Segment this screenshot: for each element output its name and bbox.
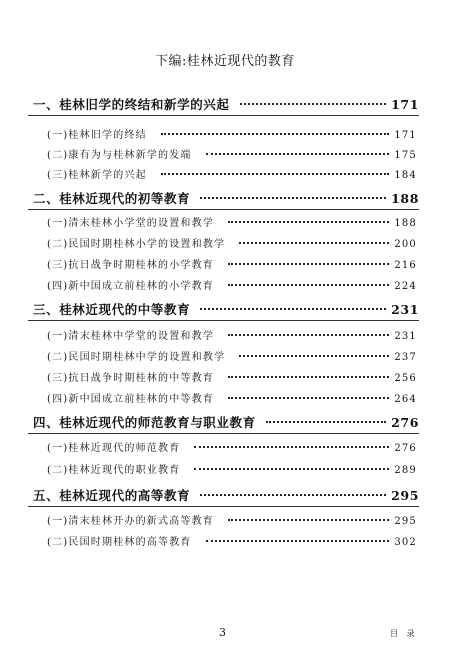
chapter-page-number: 188 <box>391 191 419 206</box>
section-page-number: 295 <box>394 516 417 527</box>
dot-leader <box>266 421 386 423</box>
dot-leader <box>200 197 386 199</box>
toc-section[interactable] <box>47 533 417 548</box>
section-title: (四)新中国成立前桂林的小学教育 <box>47 281 215 292</box>
section-title: (二)康有为与桂林新学的发端 <box>47 150 192 161</box>
dot-leader <box>239 242 389 244</box>
section-page-number: 276 <box>394 443 417 454</box>
toc-chapter[interactable] <box>33 189 419 207</box>
dot-leader <box>194 468 389 470</box>
section-title: (一)桂林旧学的终结 <box>47 130 147 141</box>
section-page-number: 264 <box>394 394 417 405</box>
toc-section[interactable] <box>47 166 417 181</box>
section-page-number: 224 <box>394 281 417 292</box>
chapter-title: 二、桂林近现代的初等教育 <box>33 191 191 206</box>
dot-leader <box>228 221 389 223</box>
toc-section[interactable] <box>47 348 417 363</box>
toc-section[interactable] <box>47 256 417 271</box>
section-page-number: 231 <box>394 331 417 342</box>
dot-leader <box>228 284 389 286</box>
toc-chapter[interactable] <box>33 486 419 504</box>
section-title: (三)桂林新学的兴起 <box>47 170 147 181</box>
dot-leader <box>240 103 387 105</box>
dot-leader <box>228 397 389 399</box>
toc-section[interactable] <box>47 369 417 384</box>
toc-section[interactable] <box>47 235 417 250</box>
dot-leader <box>206 153 390 155</box>
toc-section[interactable] <box>47 146 417 161</box>
section-title: (二)民国时期桂林小学的设置和教学 <box>47 239 226 250</box>
section-divider <box>28 320 419 321</box>
section-title: (二)民国时期桂林中学的设置和教学 <box>47 352 226 363</box>
chapter-page-number: 295 <box>391 488 419 503</box>
toc-section[interactable] <box>47 327 417 342</box>
section-divider <box>28 433 419 434</box>
section-title: (四)新中国成立前桂林的中等教育 <box>47 394 215 405</box>
dot-leader <box>228 519 389 521</box>
dot-leader <box>200 494 386 496</box>
chapter-title: 一、桂林旧学的终结和新学的兴起 <box>33 97 230 112</box>
toc-section[interactable] <box>47 461 417 476</box>
footer-section-label: 目 录 <box>390 629 418 638</box>
toc-section[interactable] <box>47 214 417 229</box>
section-page-number: 289 <box>394 465 417 476</box>
section-title: (三)抗日战争时期桂林的小学教育 <box>47 260 215 271</box>
section-page-number: 175 <box>394 150 417 161</box>
chapter-page-number: 171 <box>391 97 419 112</box>
section-page-number: 302 <box>394 537 417 548</box>
toc-section[interactable] <box>47 439 417 454</box>
chapter-title: 四、桂林近现代的师范教育与职业教育 <box>33 415 256 430</box>
chapter-title: 五、桂林近现代的高等教育 <box>33 488 191 503</box>
dot-leader <box>161 133 390 135</box>
dot-leader <box>206 540 390 542</box>
section-page-number: 184 <box>394 170 417 181</box>
chapter-page-number: 231 <box>391 302 419 317</box>
dot-leader <box>161 173 390 175</box>
toc-title: 下编:桂林近现代的教育 <box>155 54 295 69</box>
chapter-page-number: 276 <box>391 415 419 430</box>
section-title: (一)清末桂林开办的新式高等教育 <box>47 516 215 527</box>
section-divider <box>28 209 419 210</box>
toc-section[interactable] <box>47 126 417 141</box>
section-divider <box>28 506 419 507</box>
section-page-number: 237 <box>394 352 417 363</box>
toc-chapter[interactable] <box>33 413 419 431</box>
dot-leader <box>239 355 389 357</box>
dot-leader <box>194 446 389 448</box>
toc-section[interactable] <box>47 277 417 292</box>
toc-section[interactable] <box>47 390 417 405</box>
footer-page-number: 3 <box>219 626 226 639</box>
section-title: (二)桂林近现代的职业教育 <box>47 465 181 476</box>
section-page-number: 216 <box>394 260 417 271</box>
section-title: (三)抗日战争时期桂林的中等教育 <box>47 373 215 384</box>
section-page-number: 200 <box>394 239 417 250</box>
section-title: (一)清末桂林中学堂的设置和教学 <box>47 331 215 342</box>
chapter-title: 三、桂林近现代的中等教育 <box>33 302 191 317</box>
section-page-number: 188 <box>394 218 417 229</box>
dot-leader <box>228 334 389 336</box>
dot-leader <box>228 376 389 378</box>
section-title: (一)桂林近现代的师范教育 <box>47 443 181 454</box>
section-title: (一)清末桂林小学堂的设置和教学 <box>47 218 215 229</box>
section-title: (二)民国时期桂林的高等教育 <box>47 537 192 548</box>
dot-leader <box>200 308 386 310</box>
section-page-number: 256 <box>394 373 417 384</box>
section-divider <box>28 115 419 116</box>
toc-section[interactable] <box>47 512 417 527</box>
dot-leader <box>228 263 389 265</box>
toc-chapter[interactable] <box>33 95 419 113</box>
section-page-number: 171 <box>394 130 417 141</box>
toc-chapter[interactable] <box>33 300 419 318</box>
